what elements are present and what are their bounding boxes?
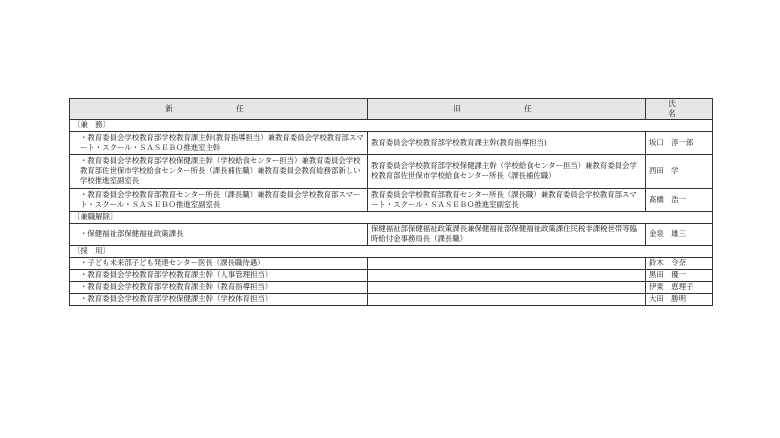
new-post-cell: ・子ども未来部子ども発達センター医長（課長職待遇） bbox=[70, 257, 368, 269]
name-cell: 髙橋 浩一 bbox=[646, 188, 713, 211]
section-row bbox=[70, 211, 713, 223]
name-cell: 黒田 優一 bbox=[646, 269, 713, 281]
new-post-cell: ・教育委員会学校教育部学校教育課主幹（教育指導担当） bbox=[70, 281, 368, 293]
name-cell: 坂口 淳一郎 bbox=[646, 131, 713, 154]
new-post-cell: ・保健福祉部保健福祉政策課長 bbox=[70, 223, 368, 245]
new-post-cell: ・教育委員会学校教育部教育センター所長（課長職）兼教育委員会学校教育部スマート・スクール・ＳＡＳＥＢＯ推進室副室長 bbox=[70, 188, 368, 211]
old-post-cell bbox=[368, 293, 646, 305]
personnel-table-sheet bbox=[69, 98, 712, 306]
name-cell: 大田 勝明 bbox=[646, 293, 713, 305]
table-row bbox=[70, 131, 713, 154]
table-row bbox=[70, 154, 713, 188]
old-post-cell: 教育委員会学校教育部学校教育課主幹(教育指導担当) bbox=[368, 131, 646, 154]
table-row bbox=[70, 257, 713, 269]
section-saiyo: 〔採 用〕 bbox=[70, 245, 713, 257]
name-cell: 西田 学 bbox=[646, 154, 713, 188]
old-post-cell bbox=[368, 269, 646, 281]
name-cell: 鈴木 令奈 bbox=[646, 257, 713, 269]
name-cell: 伊東 恵理子 bbox=[646, 281, 713, 293]
table-row bbox=[70, 281, 713, 293]
old-post-cell: 教育委員会学校教育部学校保健課主幹（学校給食センター担当）兼教育委員会学校教育部佐世保市学校給食センター所長（課長補佐職） bbox=[368, 154, 646, 188]
personnel-table bbox=[69, 98, 713, 306]
section-row bbox=[70, 119, 713, 131]
table-row bbox=[70, 293, 713, 305]
section-kenshoku-kaijo: 〔兼職解除〕 bbox=[70, 211, 713, 223]
table-row bbox=[70, 269, 713, 281]
header-name: 氏 名 bbox=[646, 99, 713, 120]
header-row bbox=[70, 99, 713, 120]
section-kenmu: 〔兼 務〕 bbox=[70, 119, 713, 131]
new-post-cell: ・教育委員会学校教育部学校保健課主幹（学校体育担当） bbox=[70, 293, 368, 305]
header-new: 新 任 bbox=[70, 99, 368, 120]
old-post-cell: 保健福祉部保健福祉政策課長兼保健福祉部保健福祉政策課住民税非課税世帯等臨時給付金事務局長（課長職） bbox=[368, 223, 646, 245]
section-row bbox=[70, 245, 713, 257]
new-post-cell: ・教育委員会学校教育部学校保健課主幹（学校給食センター担当）兼教育委員会学校教育部佐世保市学校給食センター所長（課長補佐職）兼教育委員会教育総務部新しい学校推進室副室長 bbox=[70, 154, 368, 188]
old-post-cell bbox=[368, 281, 646, 293]
table-row bbox=[70, 188, 713, 211]
old-post-cell bbox=[368, 257, 646, 269]
new-post-cell: ・教育委員会学校教育部学校教育課主幹（人事管理担当） bbox=[70, 269, 368, 281]
name-cell: 金泉 雄三 bbox=[646, 223, 713, 245]
header-old: 旧 任 bbox=[368, 99, 646, 120]
table-row bbox=[70, 223, 713, 245]
old-post-cell: 教育委員会学校教育部教育センター所長（課長職）兼教育委員会学校教育部スマート・スクール・ＳＡＳＥＢＯ推進室副室長 bbox=[368, 188, 646, 211]
new-post-cell: ・教育委員会学校教育部学校教育課主幹(教育指導担当）兼教育委員会学校教育部スマート・スクール・ＳＡＳＥＢＯ推進室主幹 bbox=[70, 131, 368, 154]
